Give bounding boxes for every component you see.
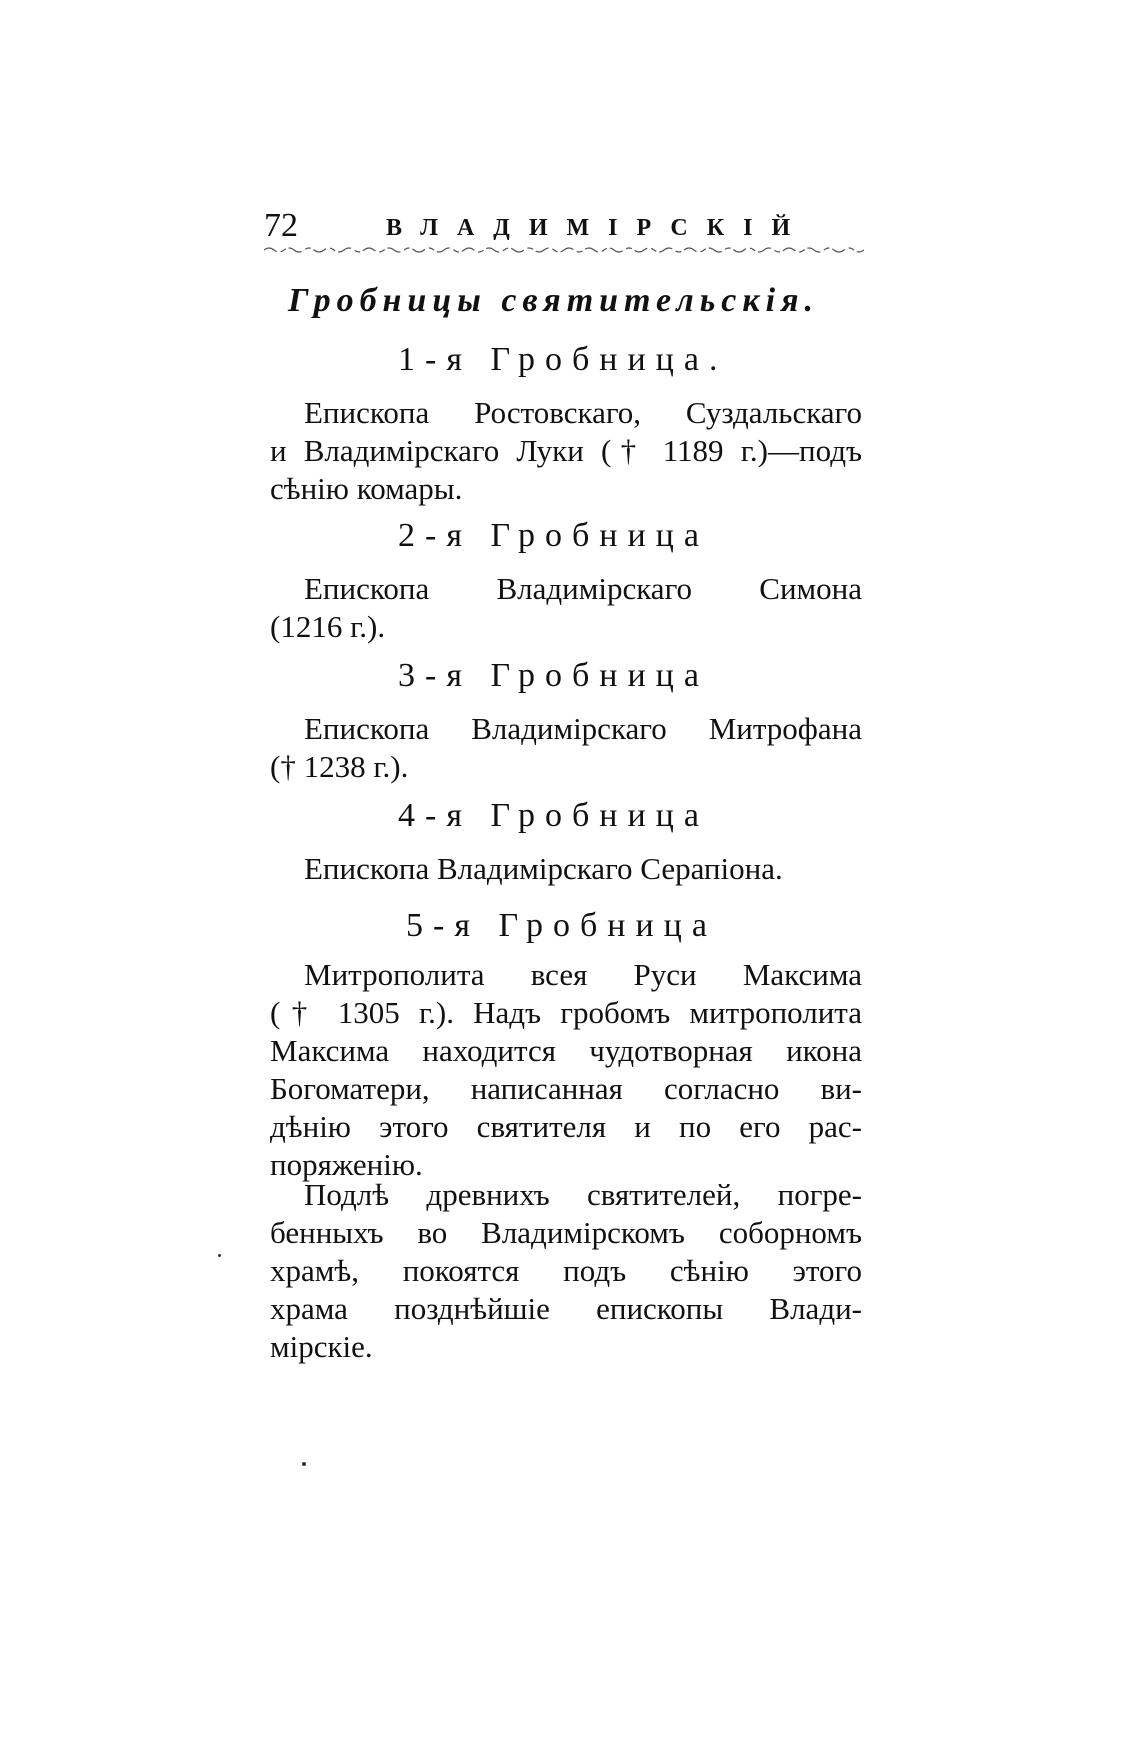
page-number: 72 [264, 207, 298, 244]
print-speck [218, 1254, 221, 1257]
text-line: сѣнію комары. [270, 471, 463, 506]
text-line: и Владимірскаго Луки († 1189 г.)—подъ [270, 433, 862, 468]
text-line: поряженію. [270, 1147, 423, 1182]
tomb-1-heading: 1-я Гробница. [398, 341, 728, 378]
header-wavy-rule [264, 246, 864, 254]
text-line: храмѣ, покоятся подъ сѣнію этого [270, 1253, 862, 1288]
tomb-5-text [270, 956, 862, 1184]
tomb-2-heading: 2-я Гробница [398, 517, 709, 554]
text-line: Митрополита всея Руси Максима [304, 957, 862, 992]
tomb-3-text [270, 710, 862, 786]
text-line: бенныхъ во Владимірскомъ соборномъ [270, 1215, 862, 1250]
text-line: (1216 г.). [270, 609, 386, 644]
text-line: Епископа Владимірскаго Митрофана [304, 711, 862, 746]
text-line: Максима находится чудотворная икона [270, 1033, 862, 1068]
section-title: Гробницы святительскія. [288, 282, 820, 319]
text-line: Епископа Владимірскаго Симона [304, 571, 862, 606]
tomb-4-heading: 4-я Гробница [398, 797, 709, 834]
text-line: мірскіе. [270, 1329, 373, 1364]
text-line: Богоматери, написанная согласно ви- [270, 1071, 862, 1106]
text-line: храма позднѣйшіе епископы Влади- [270, 1291, 862, 1326]
text-line: Епископа Владимірскаго Серапіона. [304, 851, 783, 886]
tomb-4-text [270, 850, 862, 888]
running-title: ВЛАДИМІРСКІЙ [386, 215, 810, 241]
closing-paragraph [270, 1176, 862, 1366]
tomb-3-heading: 3-я Гробница [398, 657, 709, 694]
text-line: († 1305 г.). Надъ гробомъ митрополита [270, 995, 862, 1030]
tomb-1-text [270, 394, 862, 508]
page-header [264, 206, 864, 250]
text-line: дѣнію этого святителя и по его рас- [270, 1109, 862, 1144]
text-line: Епископа Ростовскаго, Суздальскаго [304, 395, 862, 430]
text-line: († 1238 г.). [270, 749, 409, 784]
tomb-2-text [270, 570, 862, 646]
tomb-5-heading: 5-я Гробница [406, 907, 717, 944]
print-speck [302, 1462, 306, 1466]
text-line: Подлѣ древнихъ святителей, погре- [304, 1177, 862, 1212]
